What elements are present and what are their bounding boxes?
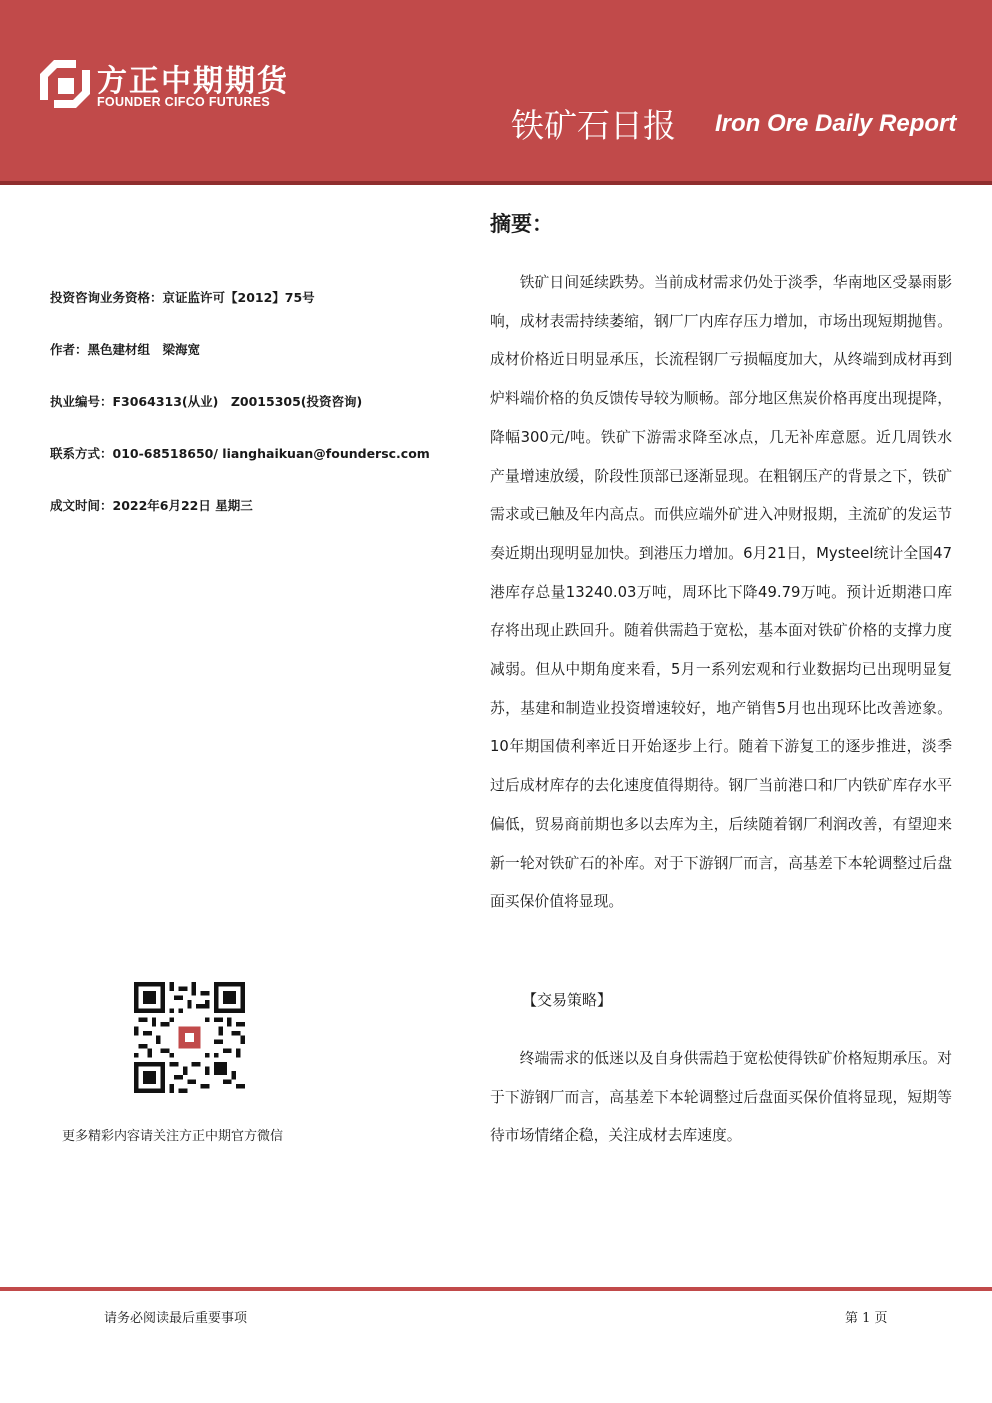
strategy-paragraph: 终端需求的低迷以及自身供需趋于宽松使得铁矿价格短期承压。对于下游钢厂而言，高基差下本轮调整过后盘面买保价值将显现，短期等待市场情绪企稳，关注成材去库速度。 <box>490 1050 952 1145</box>
report-title-cn: 铁矿石日报 <box>511 106 676 145</box>
license-line: 执业编号：F3064313(从业) Z0015305(投资咨询) <box>50 394 363 409</box>
header-divider <box>0 181 992 185</box>
contact-line: 联系方式：010-68518650/ lianghaikuan@foundersc.com <box>50 446 430 461</box>
report-title-en: Iron Ore Daily Report <box>715 110 957 137</box>
summary-paragraph: 铁矿日间延续跌势。当前成材需求仍处于淡季，华南地区受暴雨影响，成材表需持续萎缩，钢厂厂内库存压力增加，市场出现短期抛售。成材价格近日明显承压，长流程钢厂亏损幅度加大，从终端到成材再到炉料端价格的负反馈传导较为顺畅。部分地区焦炭价格再度出现提降，降幅300元/吨。铁矿下游需求降至冰点，几无补库意愿。近几周铁水产量增速放缓，阶段性顶部已逐渐显现。在粗钢压产的背景之下，铁矿需求或已触及年内高点。而供应端外矿进入冲财报期，主流矿的发运节奏近期出现明显加快。到港压力增加。6月21日，Mysteel统计全国47港库存总量13240.03万吨，周环比下降49.79万吨。预计近期港口库存将出现止跌回升。随着供需趋于宽松，基本面对铁矿价格的支撑力度减弱。但从中期角度来看，5月一系列宏观和行业数据均已出现明显复苏，基建和制造业投资增速较好，地产销售5月也出现环比改善迹象。10年期国债利率近日开始逐步上行。随着下游复工的逐步推进，淡季过后成材库存的去化速度值得期待。钢厂当前港口和厂内铁矿库存水平偏低，贸易商前期也多以去库为主，后续随着钢厂利润改善，有望迎来新一轮对铁矿石的补库。对于下游钢厂而言，高基差下本轮调整过后盘面买保价值将显现。 <box>490 274 952 911</box>
date-line: 成文时间：2022年6月22日 星期三 <box>50 498 253 513</box>
qualification-line: 投资咨询业务资格：京证监许可【2012】75号 <box>50 290 315 305</box>
page-number: 第 1 页 <box>845 1311 888 1326</box>
strategy-title: 【交易策略】 <box>522 991 613 1009</box>
qr-code-icon <box>134 982 245 1093</box>
footer-notice: 请务必阅读最后重要事项 <box>104 1311 248 1326</box>
qr-caption: 更多精彩内容请关注方正中期官方微信 <box>62 1129 284 1144</box>
footer-divider <box>0 1287 992 1291</box>
brand-name-cn: 方正中期期货 <box>97 64 289 99</box>
author-line: 作者：黑色建材组 梁海宽 <box>50 342 201 357</box>
report-header <box>0 0 992 181</box>
brand-name-en: FOUNDER CIFCO FUTURES <box>97 95 270 109</box>
summary-title: 摘要： <box>490 212 553 236</box>
founder-logo-icon <box>40 60 90 108</box>
